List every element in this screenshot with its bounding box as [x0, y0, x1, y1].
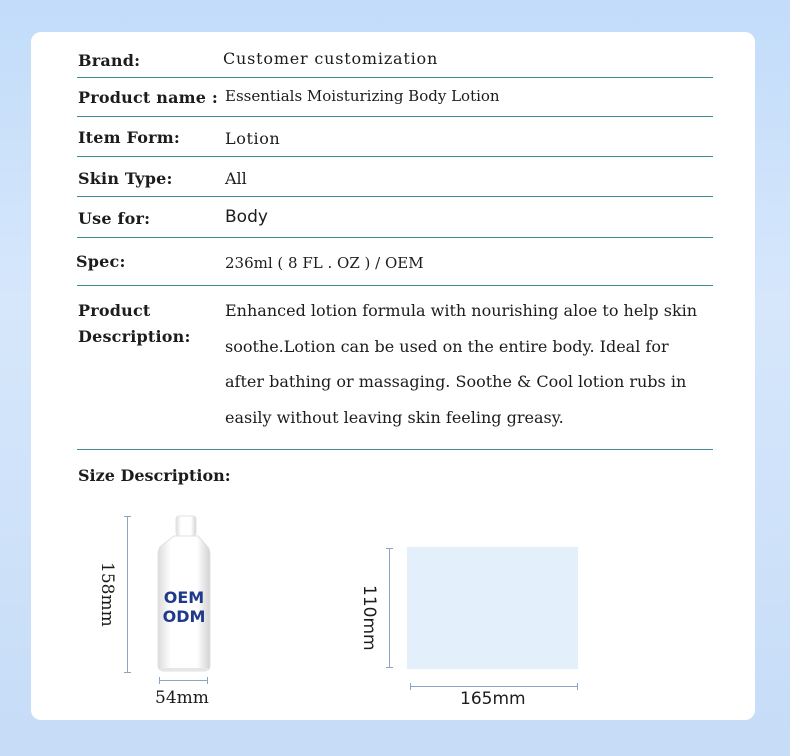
spec-label: Use for:	[78, 209, 151, 228]
bottle-width-tick-left	[159, 677, 160, 684]
package-width-tick-right	[577, 683, 578, 690]
bottle-height-tick-bottom	[124, 672, 131, 673]
package-height-tick-bottom	[386, 667, 393, 668]
spec-row-skin-type	[77, 157, 713, 197]
spec-value: Lotion	[225, 129, 281, 148]
spec-value: All	[225, 169, 247, 188]
package-box	[407, 547, 578, 669]
spec-row-product-name	[77, 78, 713, 117]
spec-label: Brand:	[78, 51, 141, 70]
description-label-line1: Product	[78, 301, 151, 320]
spec-value: Body	[225, 207, 268, 227]
bottle-height-label: 158mm	[97, 562, 117, 627]
spec-label: Spec:	[76, 252, 126, 271]
spec-row-description	[77, 286, 713, 450]
spec-row-use-for	[77, 197, 713, 238]
package-height-dimension-line	[389, 548, 390, 668]
bottle-print-odm: ODM	[162, 607, 206, 626]
product-spec-card	[31, 32, 755, 720]
description-text: Enhanced lotion formula with nourishing aloe to help skin soothe.Lotion can be used on the entire body. Ideal for after bathing or massaging. Soothe & Cool lotion rubs in easily without leaving skin feeling greasy.	[225, 301, 698, 427]
package-width-dimension-line	[410, 686, 578, 687]
spec-value: Essentials Moisturizing Body Lotion	[225, 87, 500, 105]
bottle-height-dimension-line	[127, 516, 128, 673]
package-height-tick-top	[386, 548, 393, 549]
size-description-title: Size Description:	[78, 466, 231, 485]
spec-value: Customer customization	[223, 49, 439, 68]
package-width-tick-left	[410, 683, 411, 690]
spec-value: 236ml ( 8 FL . OZ ) / OEM	[225, 254, 424, 272]
bottle-print-oem: OEM	[163, 588, 205, 607]
spec-label: Product name :	[78, 88, 219, 107]
package-width-label: 165mm	[460, 689, 526, 709]
spec-label: Item Form:	[78, 128, 180, 147]
bottle-image	[155, 515, 213, 675]
spec-row-spec	[77, 238, 713, 286]
spec-row-item-form	[77, 117, 713, 157]
spec-row-brand	[77, 46, 713, 78]
bottle-width-tick-right	[207, 677, 208, 684]
package-height-label: 110mm	[359, 585, 379, 651]
bottle-height-tick-top	[124, 516, 131, 517]
bottle-width-label: 54mm	[155, 688, 209, 708]
description-label-line2: Description:	[78, 327, 191, 346]
bottle-width-dimension-line	[159, 680, 208, 681]
spec-label: Skin Type:	[78, 169, 173, 188]
